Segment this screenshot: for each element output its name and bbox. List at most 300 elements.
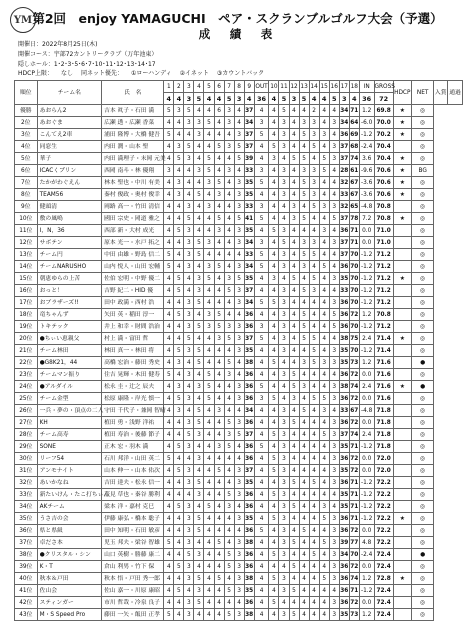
score-cell: 3 — [279, 501, 289, 513]
score-cell: 4 — [279, 153, 289, 165]
score-cell: 5 — [299, 525, 309, 537]
score-cell: 4 — [194, 501, 204, 513]
score-cell: 4 — [329, 105, 339, 117]
score-cell: 4 — [269, 189, 279, 201]
score-cell: 3 — [234, 201, 244, 213]
score-cell: 3 — [329, 573, 339, 585]
score-cell: 4 — [184, 405, 194, 417]
score-cell: 4 — [174, 597, 184, 609]
score-cell: 4 — [224, 189, 234, 201]
team-cell: あおらん2 — [37, 105, 101, 117]
score-cell: 3 — [254, 237, 269, 249]
names-cell: 吉田 達夫・松永 信一 — [102, 477, 164, 489]
score-cell: 3 — [174, 357, 184, 369]
score-cell: 4 — [204, 333, 214, 345]
score-cell: 35 — [339, 609, 349, 621]
table-row — [15, 489, 463, 501]
score-cell: 4 — [194, 441, 204, 453]
score-cell: 4 — [224, 345, 234, 357]
rank-cell: 29位 — [15, 441, 38, 453]
pass-cell: ◎ — [411, 597, 434, 609]
score-cell: 3 — [309, 117, 319, 129]
score-cell: -1.2 — [359, 513, 374, 525]
pass-cell: ◎ — [411, 441, 434, 453]
score-cell: 4 — [164, 321, 174, 333]
score-cell: 36 — [339, 225, 349, 237]
score-cell: 4 — [289, 597, 299, 609]
score-cell: 4 — [309, 369, 319, 381]
table-row — [15, 129, 463, 141]
score-cell: 5 — [289, 501, 299, 513]
names-cell: 倉山 利男・竹下 保 — [102, 561, 164, 573]
score-cell: 72.4 — [374, 561, 393, 573]
score-cell: 35 — [244, 273, 254, 285]
pass-cell: ● — [411, 357, 434, 369]
team-cell: ICACくプリン — [37, 165, 101, 177]
score-cell: 3 — [254, 321, 269, 333]
score-cell: 5 — [299, 321, 309, 333]
pass-cell: ● — [411, 549, 434, 561]
score-cell: 5 — [174, 561, 184, 573]
rank-cell: 22位 — [15, 357, 38, 369]
score-cell: 4 — [194, 225, 204, 237]
score-cell: 72 — [349, 453, 359, 465]
score-cell: 4 — [319, 189, 329, 201]
table-row — [15, 333, 463, 345]
score-cell: 61 — [349, 165, 359, 177]
prize-cell — [393, 477, 411, 489]
score-cell: 3 — [204, 321, 214, 333]
score-cell: 67 — [349, 189, 359, 201]
score-cell: 4 — [224, 213, 234, 225]
score-cell: 71.0 — [374, 225, 393, 237]
score-cell: 6 — [214, 105, 224, 117]
score-cell: 4 — [214, 201, 224, 213]
score-cell: 4 — [319, 213, 329, 225]
score-cell: 4 — [204, 609, 214, 621]
score-cell: 5 — [319, 513, 329, 525]
score-cell: 38 — [244, 537, 254, 549]
score-cell: 3 — [329, 465, 339, 477]
results-table — [14, 80, 463, 621]
score-cell: 4 — [289, 357, 299, 369]
score-cell: 70.8 — [374, 201, 393, 213]
score-cell: 5 — [224, 357, 234, 369]
score-cell: 72.4 — [374, 609, 393, 621]
score-cell: 65 — [349, 201, 359, 213]
prize-cell — [393, 297, 411, 309]
score-cell: 4 — [269, 561, 279, 573]
score-cell: 3 — [204, 309, 214, 321]
score-cell: 36 — [244, 381, 254, 393]
score-cell: -2.4 — [359, 141, 374, 153]
score-cell: 36 — [244, 417, 254, 429]
score-cell: 4 — [269, 237, 279, 249]
score-cell: 4 — [254, 141, 269, 153]
score-cell: 4 — [194, 369, 204, 381]
prize-cell: ★ — [393, 129, 411, 141]
score-cell: 3 — [234, 321, 244, 333]
score-cell: 3 — [184, 597, 194, 609]
score-cell: 3 — [194, 453, 204, 465]
pass-cell: BG — [411, 165, 434, 177]
score-cell: 4 — [319, 549, 329, 561]
score-cell: 71 — [349, 477, 359, 489]
rank-cell: 37位 — [15, 537, 38, 549]
score-cell: 4 — [164, 309, 174, 321]
score-cell: -1.2 — [359, 129, 374, 141]
names-cell: 石川 邦洋・山田 英二 — [102, 453, 164, 465]
score-cell: 70.4 — [374, 153, 393, 165]
prize-cell — [393, 465, 411, 477]
score-cell: 4 — [194, 537, 204, 549]
score-cell: 5 — [269, 573, 279, 585]
score-cell: 4 — [164, 273, 174, 285]
names-cell: 浦田 隆博・大橋 健吾 — [102, 129, 164, 141]
score-cell: 3 — [254, 117, 269, 129]
score-cell: 3 — [214, 405, 224, 417]
score-cell: 3 — [184, 465, 194, 477]
score-cell: 5 — [164, 537, 174, 549]
score-cell: 38 — [339, 381, 349, 393]
score-cell: 4 — [174, 333, 184, 345]
score-cell: 4 — [309, 381, 319, 393]
score-cell: 3 — [279, 285, 289, 297]
score-cell: 3 — [234, 285, 244, 297]
score-cell: 4 — [164, 573, 174, 585]
score-cell: 33 — [244, 249, 254, 261]
header-hole: 10 — [269, 81, 279, 93]
names-cell: 伊藤 康弘・橋本 聡子 — [102, 513, 164, 525]
pass-cell: ◎ — [411, 213, 434, 225]
score-cell: 4 — [289, 441, 299, 453]
score-cell: 5 — [194, 189, 204, 201]
names-cell: 村上 満・富田 哲 — [102, 333, 164, 345]
header-hole: 8 — [234, 81, 244, 93]
score-cell: 4 — [234, 405, 244, 417]
event-info — [18, 40, 272, 79]
score-cell: 72 — [349, 525, 359, 537]
score-cell: 5 — [224, 561, 234, 573]
score-cell: 37 — [339, 237, 349, 249]
prize-cell — [393, 537, 411, 549]
score-cell: 5 — [289, 417, 299, 429]
score-cell: 71.6 — [374, 357, 393, 369]
score-cell: 3 — [279, 585, 289, 597]
pass-cell: ◎ — [411, 201, 434, 213]
pass-cell: ◎ — [411, 345, 434, 357]
rank-cell: 43位 — [15, 609, 38, 621]
pass-cell: ◎ — [411, 105, 434, 117]
header-rank: 順位 — [15, 81, 38, 105]
score-cell: 4 — [254, 153, 269, 165]
prize-cell — [393, 525, 411, 537]
table-row — [15, 261, 463, 273]
score-cell: 5 — [269, 225, 279, 237]
score-cell: 3 — [279, 537, 289, 549]
score-cell: 3 — [224, 501, 234, 513]
score-cell: -1.2 — [359, 585, 374, 597]
names-cell: 林本 聖也・中川 有美 — [102, 177, 164, 189]
score-cell: 5 — [309, 345, 319, 357]
score-cell: 4 — [204, 477, 214, 489]
score-cell: 35 — [339, 273, 349, 285]
score-cell: 4 — [254, 501, 269, 513]
score-cell: 34 — [244, 297, 254, 309]
score-cell: 1.2 — [359, 573, 374, 585]
score-cell: 3 — [224, 369, 234, 381]
score-cell: 4 — [269, 345, 279, 357]
par-value: 4 — [309, 93, 319, 105]
score-cell: 4 — [234, 501, 244, 513]
score-cell: 5 — [204, 165, 214, 177]
score-cell: 4 — [319, 237, 329, 249]
score-cell: 4 — [309, 309, 319, 321]
score-cell: 3 — [234, 573, 244, 585]
team-cell: サボテン — [37, 237, 101, 249]
score-cell: 4 — [194, 465, 204, 477]
score-cell: 3 — [319, 357, 329, 369]
score-cell: 4 — [299, 465, 309, 477]
score-cell: 4 — [319, 345, 329, 357]
score-cell: 4 — [214, 273, 224, 285]
score-cell: 5 — [254, 129, 269, 141]
names-cell: 佐伯 宏明・中野 優二 — [102, 273, 164, 285]
score-cell: 4 — [234, 441, 244, 453]
score-cell: 5 — [184, 213, 194, 225]
score-cell: 4 — [204, 453, 214, 465]
names-cell: 原本 光一・水戸 拓之 — [102, 237, 164, 249]
score-cell: 4 — [279, 213, 289, 225]
score-cell: 5 — [234, 213, 244, 225]
score-cell: 69.8 — [374, 105, 393, 117]
score-cell: 4 — [309, 489, 319, 501]
score-cell: 34 — [339, 117, 349, 129]
score-cell: 5 — [224, 585, 234, 597]
score-cell: 5 — [269, 549, 279, 561]
score-cell: 3 — [184, 537, 194, 549]
rank-cell: 3位 — [15, 129, 38, 141]
score-cell: 72.8 — [374, 573, 393, 585]
par-value: 5 — [279, 93, 289, 105]
pass-cell: ◎ — [411, 285, 434, 297]
score-cell: 5 — [269, 597, 279, 609]
table-row — [15, 165, 463, 177]
table-row — [15, 249, 463, 261]
score-cell: 3 — [194, 273, 204, 285]
score-cell: 4 — [174, 321, 184, 333]
score-cell: -1.2 — [359, 285, 374, 297]
score-cell: 74 — [349, 429, 359, 441]
score-cell: 35 — [244, 225, 254, 237]
score-cell: 3 — [329, 381, 339, 393]
score-cell: 71.2 — [374, 321, 393, 333]
score-cell: 4 — [234, 105, 244, 117]
score-cell: 5 — [214, 321, 224, 333]
par-value: 3 — [339, 93, 349, 105]
prize-cell — [393, 417, 411, 429]
score-cell: 3 — [224, 117, 234, 129]
team-cell: チーム高寿 — [37, 429, 101, 441]
score-cell: 33 — [244, 165, 254, 177]
score-cell: 5 — [234, 153, 244, 165]
score-cell: 0.0 — [359, 417, 374, 429]
score-cell: 5 — [254, 333, 269, 345]
score-cell: 3 — [234, 417, 244, 429]
pass-cell: ◎ — [411, 189, 434, 201]
score-cell: 3 — [309, 189, 319, 201]
score-cell: 5 — [269, 453, 279, 465]
score-cell: 5 — [269, 141, 279, 153]
score-cell: 3 — [329, 561, 339, 573]
score-cell: 5 — [164, 369, 174, 381]
header-hole: 11 — [279, 81, 289, 93]
score-cell: 5 — [164, 129, 174, 141]
score-cell: 5 — [309, 357, 319, 369]
score-cell: 5 — [194, 357, 204, 369]
score-cell: 4 — [204, 405, 214, 417]
rank-cell: 2位 — [15, 117, 38, 129]
table-row — [15, 573, 463, 585]
header-hole: 5 — [204, 81, 214, 93]
score-cell: 4 — [214, 525, 224, 537]
score-cell: 4 — [164, 441, 174, 453]
score-cell: 4 — [214, 501, 224, 513]
score-cell: 36 — [244, 549, 254, 561]
score-cell: 1.2 — [359, 357, 374, 369]
score-cell: 70 — [349, 285, 359, 297]
score-cell: 3 — [269, 273, 279, 285]
score-cell: 4 — [164, 297, 174, 309]
names-cell: 守田 千代子・兼岡 智晴 — [102, 405, 164, 417]
prize-cell — [393, 405, 411, 417]
rank-cell: 24位 — [15, 381, 38, 393]
prize-cell — [393, 345, 411, 357]
score-cell: 71 — [349, 489, 359, 501]
score-cell: 3 — [279, 117, 289, 129]
score-cell: 37 — [244, 105, 254, 117]
score-cell: 5 — [289, 153, 299, 165]
score-cell: 28 — [339, 165, 349, 177]
score-cell: 3 — [214, 441, 224, 453]
score-cell: 4 — [224, 477, 234, 489]
score-cell: 3 — [184, 369, 194, 381]
score-cell: 37 — [244, 333, 254, 345]
names-cell: 松永 圭・辻之 辰夫 — [102, 381, 164, 393]
rank-cell: 19位 — [15, 321, 38, 333]
score-cell: 4 — [319, 321, 329, 333]
score-cell: -1.2 — [359, 441, 374, 453]
header-hole: GROSS — [374, 81, 393, 93]
par-value: 4 — [349, 93, 359, 105]
par-value: 72 — [374, 93, 393, 105]
score-cell: 4 — [224, 513, 234, 525]
score-cell: 3 — [224, 429, 234, 441]
score-cell: 3 — [329, 597, 339, 609]
prize-cell — [393, 369, 411, 381]
score-cell: 3 — [234, 549, 244, 561]
score-cell: 3 — [279, 513, 289, 525]
score-cell: 4 — [289, 549, 299, 561]
score-cell: 4 — [194, 105, 204, 117]
header-pass: 通過 — [448, 81, 463, 105]
score-cell: 3 — [234, 345, 244, 357]
score-cell: 3 — [174, 381, 184, 393]
score-cell: 71.8 — [374, 429, 393, 441]
score-cell: 4 — [174, 489, 184, 501]
score-cell: 3 — [214, 225, 224, 237]
score-cell: 4 — [254, 105, 269, 117]
pass-cell: ◎ — [411, 525, 434, 537]
rank-cell: 33位 — [15, 489, 38, 501]
header-net: NET — [411, 81, 434, 105]
header-hole: IN — [359, 81, 374, 93]
prize-cell: ★ — [393, 189, 411, 201]
score-cell: -4.8 — [359, 201, 374, 213]
team-cell: トキテック — [37, 321, 101, 333]
score-cell: 37 — [339, 429, 349, 441]
score-cell: 3 — [279, 417, 289, 429]
pass-cell: ◎ — [411, 237, 434, 249]
score-cell: -1.2 — [359, 297, 374, 309]
table-row — [15, 309, 463, 321]
score-cell: 4 — [254, 285, 269, 297]
score-cell: 4 — [269, 369, 279, 381]
header-hole: 3 — [184, 81, 194, 93]
score-cell: 3 — [279, 261, 289, 273]
score-cell: 72.4 — [374, 549, 393, 561]
score-cell: 3 — [329, 297, 339, 309]
score-cell: 68 — [349, 141, 359, 153]
score-cell: 4 — [279, 381, 289, 393]
score-cell: 4 — [204, 525, 214, 537]
score-cell: 4 — [254, 429, 269, 441]
score-cell: 5 — [174, 393, 184, 405]
rank-cell: 26位 — [15, 405, 38, 417]
score-cell: 5 — [279, 237, 289, 249]
score-cell: 4 — [309, 501, 319, 513]
score-cell: 4 — [279, 561, 289, 573]
team-cell: あおぐま — [37, 117, 101, 129]
par-value: 4 — [244, 93, 254, 105]
score-cell: 4 — [309, 429, 319, 441]
score-cell: 4 — [254, 417, 269, 429]
score-cell: 4 — [174, 369, 184, 381]
score-cell: 3 — [234, 297, 244, 309]
table-row — [15, 381, 463, 393]
score-cell: 39 — [339, 537, 349, 549]
score-cell: 3 — [329, 513, 339, 525]
score-cell: 3 — [329, 525, 339, 537]
score-cell: 33 — [244, 201, 254, 213]
team-cell: 秋本＆戸田 — [37, 573, 101, 585]
score-cell: 34 — [244, 405, 254, 417]
header-hole: 17 — [339, 81, 349, 93]
score-cell: 4 — [319, 477, 329, 489]
score-cell: -3.6 — [359, 189, 374, 201]
team-cell: チームマン振り — [37, 369, 101, 381]
score-cell: 4 — [254, 477, 269, 489]
score-cell: 4 — [289, 129, 299, 141]
score-cell: 5 — [174, 465, 184, 477]
score-cell: 4 — [234, 453, 244, 465]
pass-cell: ◎ — [411, 141, 434, 153]
table-header — [15, 81, 463, 105]
score-cell: 3 — [234, 537, 244, 549]
team-cell: チーム円 — [37, 249, 101, 261]
team-cell: 佐山会 — [37, 585, 101, 597]
score-cell: 67 — [349, 405, 359, 417]
